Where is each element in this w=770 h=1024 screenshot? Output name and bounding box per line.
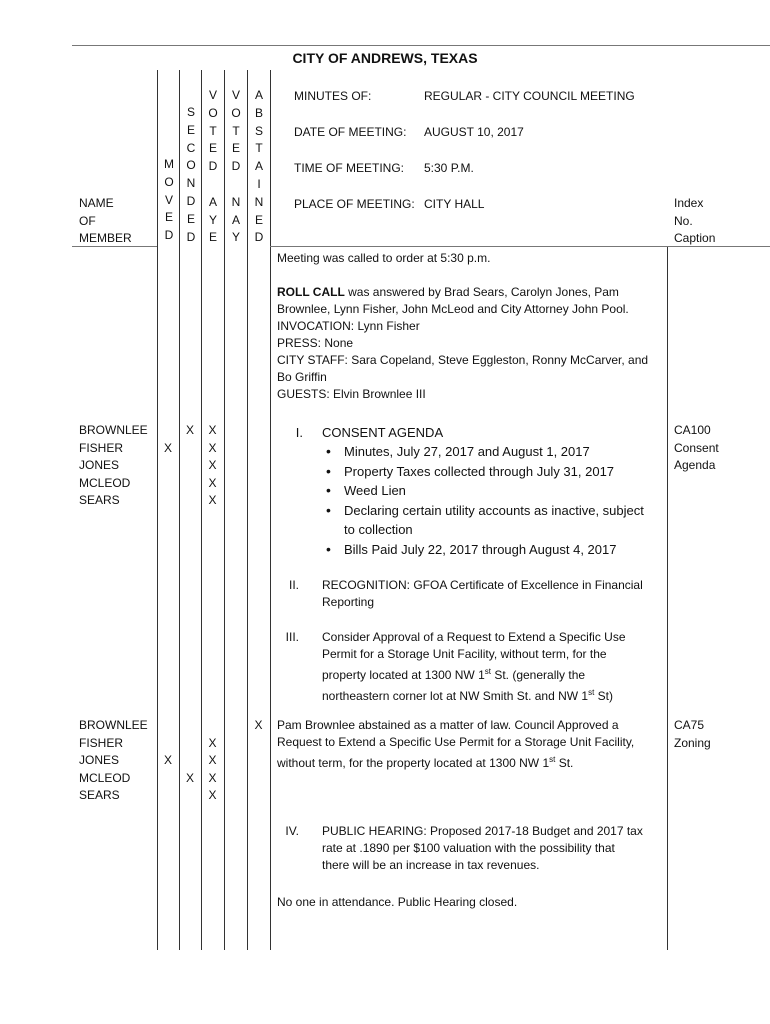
item2-numeral: II. — [288, 578, 299, 592]
index-column-divider — [667, 247, 668, 950]
roll-call-block: ROLL CALL was answered by Brad Sears, Carolyn Jones, Pam Brownlee, Lynn Fisher, John McLeod and City Attorney John Pool. INVOCATION: Lynn Fisher PRESS: None CITY STAFF: Sara Copeland, Steve Eggleston, Ronny McCarver, and Bo Griffin GUESTS: Elvin Brownlee III — [277, 284, 665, 403]
item1-numeral: I. — [295, 425, 303, 440]
member-name: BROWNLEE — [79, 718, 148, 732]
vote2-aye: X X X X — [208, 735, 217, 802]
abstained-header: A B S T A I N E D — [254, 88, 264, 245]
item1-title: CONSENT AGENDA — [322, 425, 444, 440]
vote2-index: CA75 Zoning — [674, 718, 711, 750]
vote1-index: CA100 Consent Agenda — [674, 423, 719, 472]
member-name: MCLEOD — [79, 475, 131, 490]
member-name: JONES — [79, 753, 120, 767]
guests: GUESTS: Elvin Brownlee III — [277, 387, 426, 401]
item2-text: RECOGNITION: GFOA Certificate of Excellence in Financial Reporting — [322, 578, 643, 609]
vote1-aye: X X X X X — [208, 423, 217, 507]
roll-call-heading: ROLL CALL — [277, 285, 345, 299]
member-name: SEARS — [79, 493, 120, 507]
index-header: Index No. Caption — [674, 196, 716, 245]
item4-text: PUBLIC HEARING: Proposed 2017-18 Budget and 2017 tax rate at .1890 per $100 valuation with the possibility that there will be an increase in tax revenues. — [322, 824, 643, 872]
vote2-members — [79, 717, 148, 805]
list-item: • Declaring certain utility accounts as inactive, subject — [322, 501, 667, 521]
time-of-meeting-label: TIME OF MEETING: — [294, 161, 404, 175]
item4-numeral: IV. — [285, 824, 299, 838]
list-item: • Bills Paid July 22, 2017 through August 4, 2017 — [322, 540, 667, 560]
vote1-moved: X — [163, 440, 172, 455]
minutes-of-label: MINUTES OF: — [294, 89, 372, 103]
member-name: SEARS — [79, 788, 120, 802]
press: PRESS: None — [277, 336, 354, 350]
item3-text: Consider Approval of a Request to Extend a Specific Use Permit for a Storage Unit Facility, without term, for the property located at 1300 NW 1st St. (generally the northeastern corner lot at NW Smith St. and NW 1st St) — [322, 630, 626, 703]
vote2-seconded: X — [185, 770, 194, 785]
city-staff: CITY STAFF: Sara Copeland, Steve Eggleston, Ronny McCarver, and — [277, 353, 649, 367]
call-to-order: Meeting was called to order at 5:30 p.m. — [277, 251, 491, 265]
place-of-meeting-label: PLACE OF MEETING: — [294, 197, 415, 211]
vote1-seconded: X — [185, 423, 194, 437]
moved-header: M O V E D — [164, 157, 174, 243]
list-item: • Minutes, July 27, 2017 and August 1, 2017 — [322, 442, 667, 462]
item3-numeral: III. — [285, 630, 299, 644]
vote1-members — [79, 422, 148, 510]
voted-nay-header: V O T E D N A Y — [231, 88, 241, 245]
list-item-continued: to collection — [344, 522, 413, 537]
vote2-abstained: X — [254, 718, 263, 732]
member-name: JONES — [79, 458, 120, 472]
time-of-meeting-value: 5:30 P.M. — [424, 161, 474, 175]
seconded-header: S E C O N D E D — [186, 105, 196, 244]
top-rule — [72, 45, 770, 46]
document-title: CITY OF ANDREWS, TEXAS — [292, 50, 478, 66]
minutes-of-value: REGULAR - CITY COUNCIL MEETING — [424, 89, 635, 103]
list-item: • Weed Lien — [322, 481, 667, 501]
voted-aye-header: V O T E D A Y E — [208, 88, 218, 245]
date-of-meeting-label: DATE OF MEETING: — [294, 125, 407, 139]
invocation: INVOCATION: Lynn Fisher — [277, 319, 420, 333]
closing-text: No one in attendance. Public Hearing closed. — [277, 895, 518, 909]
vote2-moved: X — [163, 753, 172, 767]
date-of-meeting-value: AUGUST 10, 2017 — [424, 125, 524, 139]
member-name: MCLEOD — [79, 770, 131, 785]
column-divider — [270, 70, 271, 950]
member-name: FISHER — [79, 735, 124, 750]
consent-agenda-list — [322, 442, 667, 559]
name-of-member-header: NAME OF MEMBER — [79, 196, 132, 245]
vote2-text: Pam Brownlee abstained as a matter of law. Council Approved a Request to Extend a Specific Use Permit for a Storage Unit Facility, without term, for the property located at 1300 NW 1st St. — [277, 718, 635, 770]
member-name: FISHER — [79, 440, 124, 455]
list-item: • Property Taxes collected through July 31, 2017 — [322, 462, 667, 482]
member-name: BROWNLEE — [79, 423, 148, 437]
place-of-meeting-value: CITY HALL — [424, 197, 485, 211]
